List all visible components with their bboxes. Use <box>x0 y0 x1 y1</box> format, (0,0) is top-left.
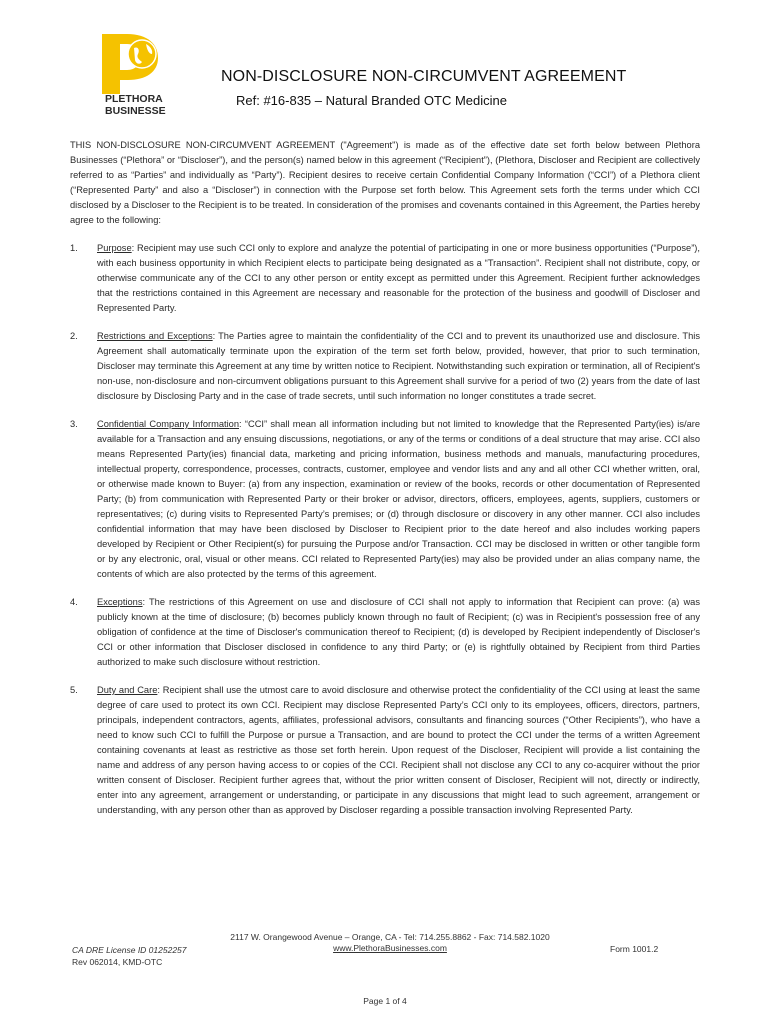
footer-license-block <box>72 944 187 968</box>
clause-item <box>70 417 700 582</box>
clause-heading: Exceptions <box>97 597 143 607</box>
document-title: NON-DISCLOSURE NON-CIRCUMVENT AGREEMENT <box>221 68 627 85</box>
clause-body: : “CCI” shall mean all information including but not limited to knowledge that the Represented Party(ies) is/are available for a Transaction and any ensuing discussions, negotiations, or any of the terms or conditions of a deal structure that may arise. CCI also means Represented Party(ies) financial data, marketing and pricing information, business methods and manuals, manufacturing procedures, intellectual property, correspondence, processes, contracts, customer, employee and vendor lists and any and all other CCI whether written, oral, or otherwise made known to Buyer: (a) from any inspection, examination or review of the books, records or other documentation of Represented Party; (b) from communication with Represented Party or their broker or advisor, directors, officers, employees, agents, suppliers, customers or representatives; (c) during visits to Represented Party’s premises; or (d) through disclosure or discovery in any other manner. CCI also includes confidential information that may have been disclosed by Discloser to Recipient prior to the date hereof and also includes working papers developed by Recipient or Other Recipient(s) for pursuing the Purpose and/or Transaction. CCI may be disclosed in written or other tangible form or by any electronic, oral, visual or other means. CCI related to Represented Party(ies) may also be provided under an alias company name, the contents of which are also protected by the terms of this agreement. <box>97 419 700 579</box>
footer-address: 2117 W. Orangewood Avenue – Orange, CA - Tel: 714.255.8862 - Fax: 714.582.1020 <box>230 932 550 942</box>
clause-text <box>97 595 700 670</box>
clause-body: : The Parties agree to maintain the confidentiality of the CCI and to prevent its unauthorized use and disclosure. This Agreement shall automatically terminate upon the expiration of the term set forth below, provided, however, that prior to such termination, Discloser may terminate this Agreement at any time by written notice to Recipient. Notwithstanding such expiration or termination, all of Recipient's non-use, non-disclosure and non-circumvent obligations pursuant to this Agreement shall survive for a period of two (2) years from the date of last disclosure by Disclosing Party and in the case of trade secrets, until such information no longer constitutes a trade secret. <box>97 331 700 401</box>
clause-body: : Recipient shall use the utmost care to avoid disclosure and otherwise protect the confidentiality of the CCI using at least the same degree of care used to protect its own CCI. Recipient may disclose Represented Party’s CCI only to its employees, officers, directors, partners, principals, independent contractors, agents, affiliates, professional advisors, consultants and financing sources (“Other Recipients”), who have a need to know such CCI to fulfill the Purpose or pursue a Transaction, and are bound to protect the CCI under the terms of a written Agreement containing covenants at least as restrictive as those set forth herein. Upon request of the Discloser, Recipient will provide a list containing the name and address of any person having access to or copies of the CCI. Recipient shall not disclose any CCI to any co-acquirer without the prior written consent of Discloser. Recipient further agrees that, without the prior written consent of Discloser, Recipient will not, directly or indirectly, enter into any agreement, arrangement or understanding, or participate in any discussions that might lead to such agreement, arrangement or understanding, with any person other than as approved by Discloser regarding a possible transaction involving Represented Party. <box>97 685 700 815</box>
clause-text <box>97 329 700 404</box>
logo-line1: PLETHORA <box>105 93 163 105</box>
document-reference: Ref: #16-835 – Natural Branded OTC Medicine <box>236 93 507 108</box>
clause-number: 3. <box>70 419 78 429</box>
clause-item <box>70 241 700 316</box>
clause-heading: Purpose <box>97 243 132 253</box>
plethora-logo <box>96 32 166 118</box>
clause-list <box>70 241 700 818</box>
footer-address-block <box>200 932 580 954</box>
clause-body: : The restrictions of this Agreement on use and disclosure of CCI shall not apply to information that Recipient can prove: (a) was publicly known at the time of disclosure; (b) becomes publicly known through no fault of Recipient; (c) was in Recipient's possession free of any obligation of confidence at the time of Discloser's communication thereof to Recipient; (d) is developed by Recipient independently of Discloser's CCI or other information that Discloser disclosed in confidence to any third Party; or (e) is rightfully obtained by Recipient from third Parties authorized to make such disclosure without restriction. <box>97 597 700 667</box>
license-id: CA DRE License ID 01252257 <box>72 945 187 955</box>
clause-heading: Duty and Care <box>97 685 158 695</box>
clause-text <box>97 683 700 818</box>
clause-text <box>97 417 700 582</box>
clause-heading: Confidential Company Information <box>97 419 239 429</box>
clause-body: : Recipient may use such CCI only to explore and analyze the potential of participating in one or more business opportunities (“Purpose”), with each business opportunity in which Recipient elects to participate being designated as a “Transaction”. Recipient shall not distribute, copy, or otherwise communicate any of the CCI to any other person or entity except as permitted under this Agreement. Recipient further acknowledges that the restrictions contained in this Agreement are necessary and reasonable for the protection of the business and goodwill of Discloser and Represented Party. <box>97 243 700 313</box>
clause-heading: Restrictions and Exceptions <box>97 331 213 341</box>
page-number: Page 1 of 4 <box>363 996 407 1006</box>
logo-line2: BUSINESSES <box>105 105 166 117</box>
revision: Rev 062014, KMD-OTC <box>72 957 163 967</box>
clause-number: 2. <box>70 331 78 341</box>
website-link[interactable]: www.PlethoraBusinesses.com <box>333 943 447 953</box>
agreement-body <box>70 138 700 831</box>
clause-item <box>70 683 700 818</box>
form-number: Form 1001.2 <box>610 944 659 954</box>
clause-number: 1. <box>70 243 78 253</box>
clause-number: 4. <box>70 597 78 607</box>
clause-text <box>97 241 700 316</box>
clause-item <box>70 595 700 670</box>
clause-number: 5. <box>70 685 78 695</box>
intro-paragraph: THIS NON-DISCLOSURE NON-CIRCUMVENT AGREEMENT ("Agreement") is made as of the effective date set forth below between Plethora Businesses (“Plethora” or “Discloser”), and the person(s) named below in this agreement (“Recipient”), (Plethora, Discloser and Recipient are collectively referred to as “Parties” and individually as “Party”). Recipient desires to receive certain Confidential Company Information (“CCI”) of a Plethora client (“Represented Party” and also a “Discloser”) in connection with the Purpose set forth below. This Agreement sets forth the terms under which CCI disclosed by a Discloser to the Recipient is to be treated. In consideration of the promises and covenants contained in this Agreement, the Parties hereby agree to the following: <box>70 140 700 225</box>
clause-item <box>70 329 700 404</box>
